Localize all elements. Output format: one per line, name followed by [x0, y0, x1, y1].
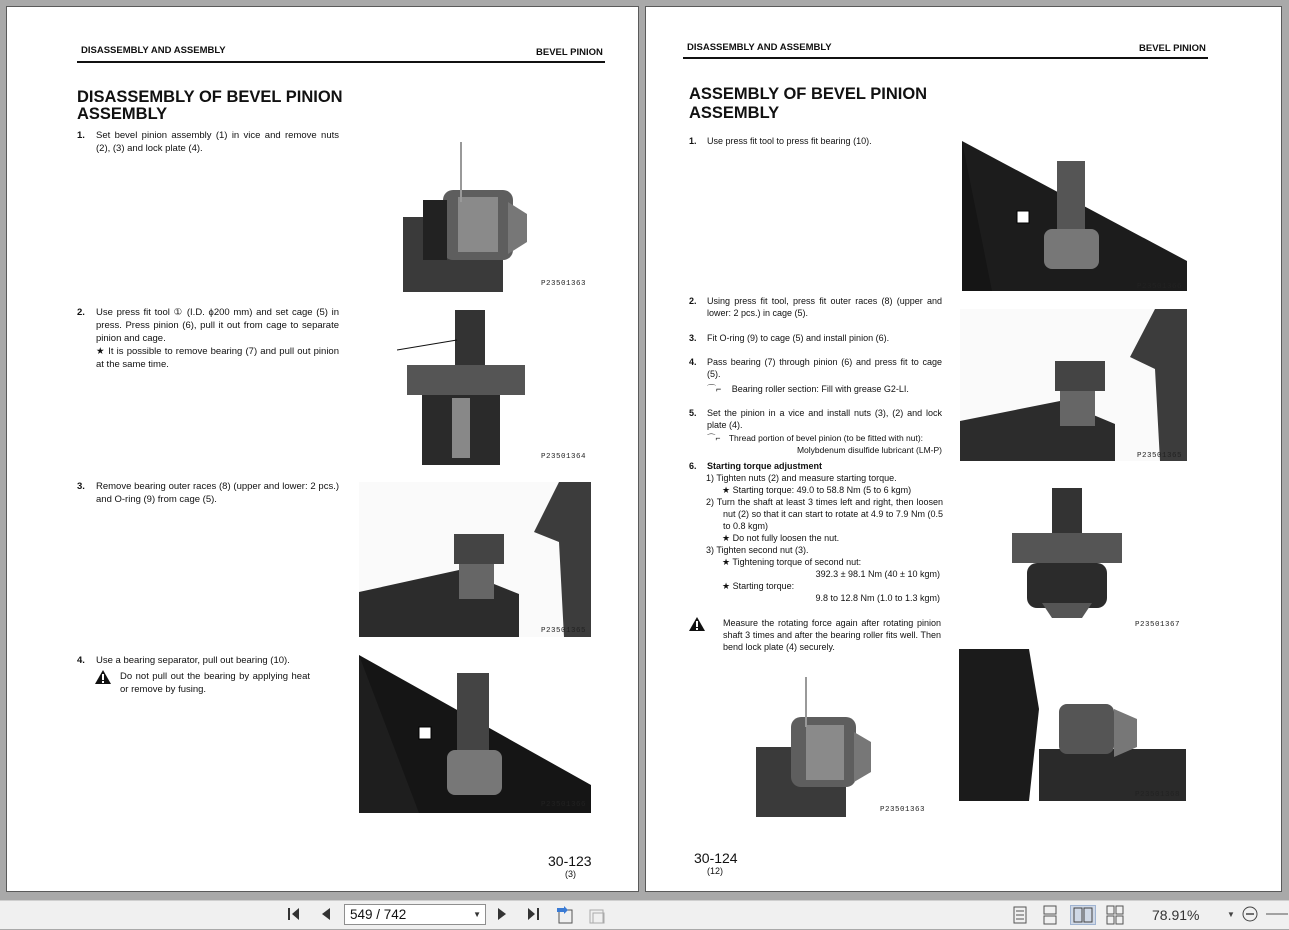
pdf-page-right: DISASSEMBLY AND ASSEMBLY BEVEL PINION ASSEMBLY OF BEVEL PINION ASSEMBLY 1. Use press fit tool to press fit bearing (10). 2. Using press fit tool, press fit outer races (8) (upper and lower: 2 pcs.) in cage (5). 3. Fit O-ring (9) to cage (5) and install pinion (6). 4. Pass bearing (7) through pinion (6) and press fit to cage (5). ⌒⌐ Bearing roller section: Fill with grease G2-LI. 5. Set the pinion in a vice and install nuts (3), (2) and lock plate (4). ⌒⌐ Thread portion of bevel pinion (to be fitted with nut): Molybdenum disulfide lubricant (LM-P) 6. Starting torque adjustment 1) Tighten nuts (2) and measure starting torque. ★ Starting torque: 49.0 to 58.8 Nm (5 to 6 kgm) 2) Turn the shaft at least 3 times left and right, then loosen nut (2) so that it can start to rotate at 4.9 to 7.9 Nm (0.5 to 0.8 kgm) ★ Do not fully loosen the nut. 3) Tighten second nut (3). ★ Tightening torque of second nut: 392.3 ± 98.1 Nm (40 ± 10 kgm) ★ Starting torque: 9.8 to 12.8 Nm (1.0 to 1.3 kgm) Measure the rotating force again after rotating pinion shaft 3 times and after the bearing roller fits well. Then bend lock plate (4) securely. P23501366 P23501365 P23501367 P23501363 P23501368 30-124 (12)	[645, 6, 1282, 892]
caption: P23501363	[880, 806, 926, 814]
first-page-icon[interactable]	[284, 905, 304, 925]
photo-outer-races-fit	[960, 309, 1187, 461]
torque-procedure: 1) Tighten nuts (2) and measure starting torque. ★ Starting torque: 49.0 to 58.8 Nm (5 to 6 kgm) 2) Turn the shaft at least 3 times left and right, then loosen nut (2) so that it can start to rotate at 4.9 to 7.9 Nm (0.5 to 0.8 kgm) ★ Do not fully loosen the nut. 3) Tighten second nut (3). ★ Tightening torque of second nut: 392.3 ± 98.1 Nm (40 ± 10 kgm) ★ Starting torque: 9.8 to 12.8 Nm (1.0 to 1.3 kgm)	[706, 473, 943, 603]
photo-bevel-pinion-vice	[403, 142, 527, 292]
caption: P23501368	[1135, 791, 1181, 799]
caption: P23501364	[541, 453, 587, 461]
caption: P23501365	[541, 627, 587, 635]
page-sub-number: (3)	[565, 869, 576, 879]
header-rule	[77, 61, 605, 63]
two-page-icon[interactable]	[1070, 905, 1096, 925]
caption: P23501367	[1135, 621, 1181, 629]
chevron-down-icon[interactable]: ▼	[473, 910, 481, 919]
viewer-toolbar	[0, 900, 1289, 929]
caption: P23501365	[1137, 452, 1183, 460]
header-topic: BEVEL PINION	[536, 47, 603, 58]
caption: P23501366	[541, 801, 587, 809]
header-topic: BEVEL PINION	[1139, 43, 1206, 54]
photo-pinion-cage	[1002, 488, 1132, 618]
warning-icon	[689, 617, 705, 631]
grease-note: ⌒⌐ Bearing roller section: Fill with grease G2-LI.	[707, 384, 909, 394]
two-page-continuous-icon[interactable]	[1104, 905, 1126, 925]
page-title: ASSEMBLY OF BEVEL PINION ASSEMBLY	[689, 85, 928, 122]
warning-icon	[95, 670, 111, 684]
prev-page-icon[interactable]	[316, 905, 336, 925]
page-sub-number: (12)	[707, 866, 724, 876]
photo-install-nuts	[756, 677, 871, 817]
page-number-field[interactable]: 549 / 742 ▼	[344, 904, 486, 925]
header-rule	[683, 57, 1208, 59]
back-view-icon[interactable]	[554, 905, 576, 925]
lubricant-note: ⌒⌐ Thread portion of bevel pinion (to be fitted with nut):	[707, 433, 924, 443]
photo-outer-races	[359, 482, 591, 637]
page-number: 30-124	[694, 850, 738, 866]
photo-press-cage	[397, 310, 527, 465]
zoom-dropdown-icon[interactable]: ▼	[1227, 910, 1235, 919]
lubricant-icon: ⌒⌐	[707, 433, 721, 443]
zoom-out-icon[interactable]	[1240, 905, 1260, 925]
last-page-icon[interactable]	[522, 905, 544, 925]
forward-view-icon[interactable]	[586, 905, 608, 925]
photo-press-bearing	[962, 141, 1187, 291]
single-page-icon[interactable]	[1010, 905, 1030, 925]
caption: P23501363	[541, 280, 587, 288]
next-page-icon[interactable]	[492, 905, 512, 925]
page-title: DISASSEMBLY OF BEVEL PINION ASSEMBLY	[77, 88, 343, 123]
photo-measure-torque	[959, 649, 1186, 801]
pdf-page-left: DISASSEMBLY AND ASSEMBLY BEVEL PINION DISASSEMBLY OF BEVEL PINION ASSEMBLY 1. Set bevel pinion assembly (1) in vice and remove nuts (2), (3) and lock plate (4). 2. Use press fit tool ① (I.D. ϕ200 mm) and set cage (5) in press. Press pinion (6), pull it out from cage to separate pinion and cage. ★ It is possible to remove bearing (7) and pull out pinion at the same time. 3. Remove bearing outer races (8) (upper and lower: 2 pcs.) and O-ring (9) from cage (5). 4. Use a bearing separator, pull out bearing (10). Do not pull out the bearing by applying heat or remove by fusing. P23501363 P23501364 P23501365 P23501366 30-123 (3)	[6, 6, 639, 892]
continuous-icon[interactable]	[1040, 905, 1060, 925]
zoom-level[interactable]: 78.91%	[1152, 907, 1200, 923]
page-number: 30-123	[548, 853, 592, 869]
photo-bearing-separator	[359, 655, 591, 813]
header-section: DISASSEMBLY AND ASSEMBLY	[81, 45, 226, 56]
grease-icon: ⌒⌐	[707, 384, 722, 394]
caption: P23501366	[1137, 283, 1183, 291]
zoom-slider[interactable]	[1266, 905, 1288, 925]
header-section: DISASSEMBLY AND ASSEMBLY	[687, 42, 832, 53]
